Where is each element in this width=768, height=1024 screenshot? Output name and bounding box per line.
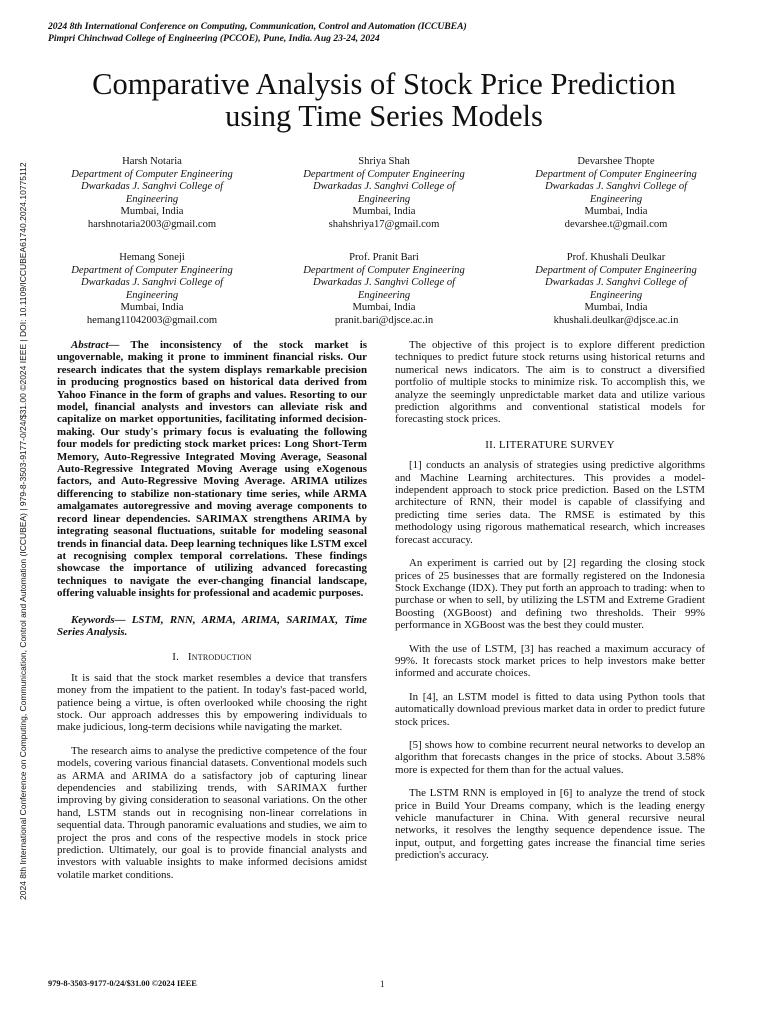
author-name: Hemang Soneji (119, 252, 185, 263)
author-dept: Department of Computer Engineering (71, 168, 233, 180)
author-city: Mumbai, India (584, 302, 648, 313)
keywords-lead: Keywords— (71, 613, 126, 626)
author-email: shahshriya17@gmail.com (328, 218, 440, 230)
keywords-text: LSTM, RNN, ARMA, ARIMA, SARIMAX, Time Series Analysis. (57, 613, 367, 638)
author-college-cont: Engineering (589, 289, 643, 301)
author-college: Dwarkadas J. Sanghvi College of (80, 181, 224, 192)
lit-paragraph: The LSTM RNN is employed in [6] to analyze the trend of stock price in Build Your Dreams company, which is the leading energy vehicle manufacturer in China. With general recursive neural networks, it resolves the lengthy sequence dependence issue. The input, output, and forgetting gates increase the financial time series prediction's accuracy. (395, 787, 705, 862)
paper-title (40, 68, 728, 132)
author-college: Dwarkadas J. Sanghvi College of (80, 277, 224, 288)
paper-title-line1: Comparative Analysis of Stock Price Prediction (92, 67, 676, 101)
footer-copyright: 979-8-3503-9177-0/24/$31.00 ©2024 IEEE (48, 979, 197, 988)
lit-paragraph: In [4], an LSTM model is fitted to data using Python tools that automatically download previous market data in order to predict future stock prices. (395, 690, 705, 728)
author-card (500, 252, 732, 327)
doi-sidebar-text: 2024 8th International Conference on Computing, Communication, Control and Automation (ICCUBEA) | 979-8-3503-9177-0/24/$31.00 ©2024 IEEE | DOI: 10.1109/ICCUBEA61740.2024.10775112 (18, 162, 28, 900)
author-email: hemang11042003@gmail.com (86, 314, 218, 326)
objective-paragraph: The objective of this project is to explore different prediction techniques to predict future stock returns using historical returns and numerical news indicators. The aim is to construct a diversified portfolio of multiple stocks to minimize risk. To accomplish this, we analyze the seemingly unpredictable market data and utilize various prediction algorithms and conventional statistical models for forecasting stock prices. (395, 339, 705, 426)
author-college: Dwarkadas J. Sanghvi College of (544, 277, 688, 288)
author-city: Mumbai, India (352, 206, 416, 217)
author-college-cont: Engineering (357, 289, 411, 301)
author-dept: Department of Computer Engineering (535, 264, 697, 276)
lit-paragraph: [5] shows how to combine recurrent neural networks to develop an algorithm that forecasts changes in the price of stocks. About 3.58% more is expected for them than for the actual values. (395, 738, 705, 776)
author-dept: Department of Computer Engineering (71, 264, 233, 276)
author-name: Devarshee Thopte (577, 156, 655, 167)
conference-header-line1: 2024 8th International Conference on Computing, Communication, Control and Automation (ICCUBEA) (48, 21, 467, 32)
author-college-cont: Engineering (589, 193, 643, 205)
intro-heading-text: Introduction (187, 651, 252, 664)
author-block (36, 156, 732, 327)
author-college-cont: Engineering (125, 289, 179, 301)
intro-heading (57, 651, 367, 663)
author-dept: Department of Computer Engineering (303, 264, 465, 276)
doi-sidebar (10, 120, 26, 900)
paper-title-line2: using Time Series Models (225, 99, 543, 133)
author-email: khushali.deulkar@djsce.ac.in (553, 314, 679, 326)
author-city: Mumbai, India (120, 302, 184, 313)
author-email: harshnotaria2003@gmail.com (87, 218, 217, 230)
abstract-lead: Abstract— (71, 339, 120, 351)
author-card (500, 156, 732, 231)
abstract-text: The inconsistency of the stock market is ungovernable, making it prone to imminent financial risks. Our research indicates that the system displays remarkable precision in producing prognostics based on historical data derived from Yahoo Finance in the form of graphs and values. Resorting to our model, financial analysts and investors can alleviate risk and capitalize on market opportunities, facilitating informed decision-making. Our study's primary focus is evaluating the following four models for predicting stock market prices: Long Short-Term Memory, Auto-Regressive Integrated Moving Average, Seasonal Auto-Regressive Integrated Moving Average using eXogenous factors, and Auto-Regressive Moving Average. ARIMA utilizes differencing to stabilize non-stationary time series, while ARMA amalgamates autoregressive and moving average components to record linear dependencies. SARIMAX strengthens ARIMA by integrating seasonal fluctuations, suitable for modeling seasonal trends in financial data. Deep learning techniques like LSTM excel at recognising complex temporal correlations. These findings showcase the importance of utilizing advanced forecasting techniques to navigate the ever-changing financial landscape, offering valuable insights for professional and academic purposes. (57, 339, 367, 600)
intro-paragraph: The research aims to analyse the predictive competence of the four models, covering various financial datasets. Conventional models such as ARMA and ARIMA do a satisfactory job of capturing linear dependencies and stabilizing trends, with SARIMAX further improving by giving consideration to seasonal variations. On the other hand, LSTM stands out in recognising non-linear correlations in sequential data. Through panoramic evaluations and studies, we aim to project the pros and cons of the respective models in stock price prediction. Ultimately, our goal is to provide financial analysts and investors with valuable insights to make informed decisions amidst volatile market conditions. (57, 744, 367, 881)
conference-header-line2: Pimpri Chinchwad College of Engineering (PCCOE), Pune, India. Aug 23-24, 2024 (48, 32, 380, 44)
author-city: Mumbai, India (352, 302, 416, 313)
author-college: Dwarkadas J. Sanghvi College of (312, 181, 456, 192)
intro-heading-num: I. (172, 651, 180, 664)
author-college: Dwarkadas J. Sanghvi College of (544, 181, 688, 192)
author-email: devarshee.t@gmail.com (564, 218, 668, 230)
author-city: Mumbai, India (120, 206, 184, 217)
author-dept: Department of Computer Engineering (535, 168, 697, 180)
keywords (57, 614, 367, 639)
author-dept: Department of Computer Engineering (303, 168, 465, 180)
right-column (395, 339, 705, 873)
author-card (268, 252, 500, 327)
lit-paragraph: [1] conducts an analysis of strategies using predictive algorithms and Machine Learning architectures. This provides a model-independent approach to stock price prediction. Based on the LSTM architecture of RNN, their model is capable of classifying and predicting time series data. The RMSE is estimated by this methodology using rigorous mathematical research, which increases forecast accuracy. (395, 459, 705, 546)
lit-paragraph: With the use of LSTM, [3] has reached a maximum accuracy of 99%. It forecasts stock market prices to help investors make better informed and accurate choices. (395, 642, 705, 680)
author-name: Shriya Shah (358, 156, 410, 167)
author-college: Dwarkadas J. Sanghvi College of (312, 277, 456, 288)
author-name: Harsh Notaria (122, 156, 182, 167)
author-college-cont: Engineering (125, 193, 179, 205)
author-name: Prof. Pranit Bari (349, 252, 419, 263)
page-number: 1 (380, 979, 385, 989)
literature-survey-heading: II. LITERATURE SURVEY (485, 438, 615, 451)
author-name: Prof. Khushali Deulkar (566, 252, 666, 263)
left-column (57, 339, 367, 892)
author-card (36, 156, 268, 231)
conference-header (48, 21, 728, 44)
intro-paragraph: It is said that the stock market resembles a device that transfers money from the impatient to the patient. In today's fast-paced world, patience being a virtue, is often overlooked while choosing the right stock. Our approach addresses this by empowering individuals to make judicious, long-term decisions while navigating the market. (57, 671, 367, 734)
author-email: pranit.bari@djsce.ac.in (334, 314, 434, 326)
abstract (57, 339, 367, 600)
author-card (36, 252, 268, 327)
author-city: Mumbai, India (584, 206, 648, 217)
lit-paragraph: An experiment is carried out by [2] regarding the closing stock prices of 25 businesses that are formally registered on the Indonesia Stock Exchange (IDX). They put forth an approach to trading: when to purchase or when to sell, by utilizing the LSTM and Extreme Gradient Boosting (XGBoost) and defining two thresholds. Their 99% performance in XGBoost was the best they could muster. (395, 557, 705, 632)
author-card (268, 156, 500, 231)
author-college-cont: Engineering (357, 193, 411, 205)
